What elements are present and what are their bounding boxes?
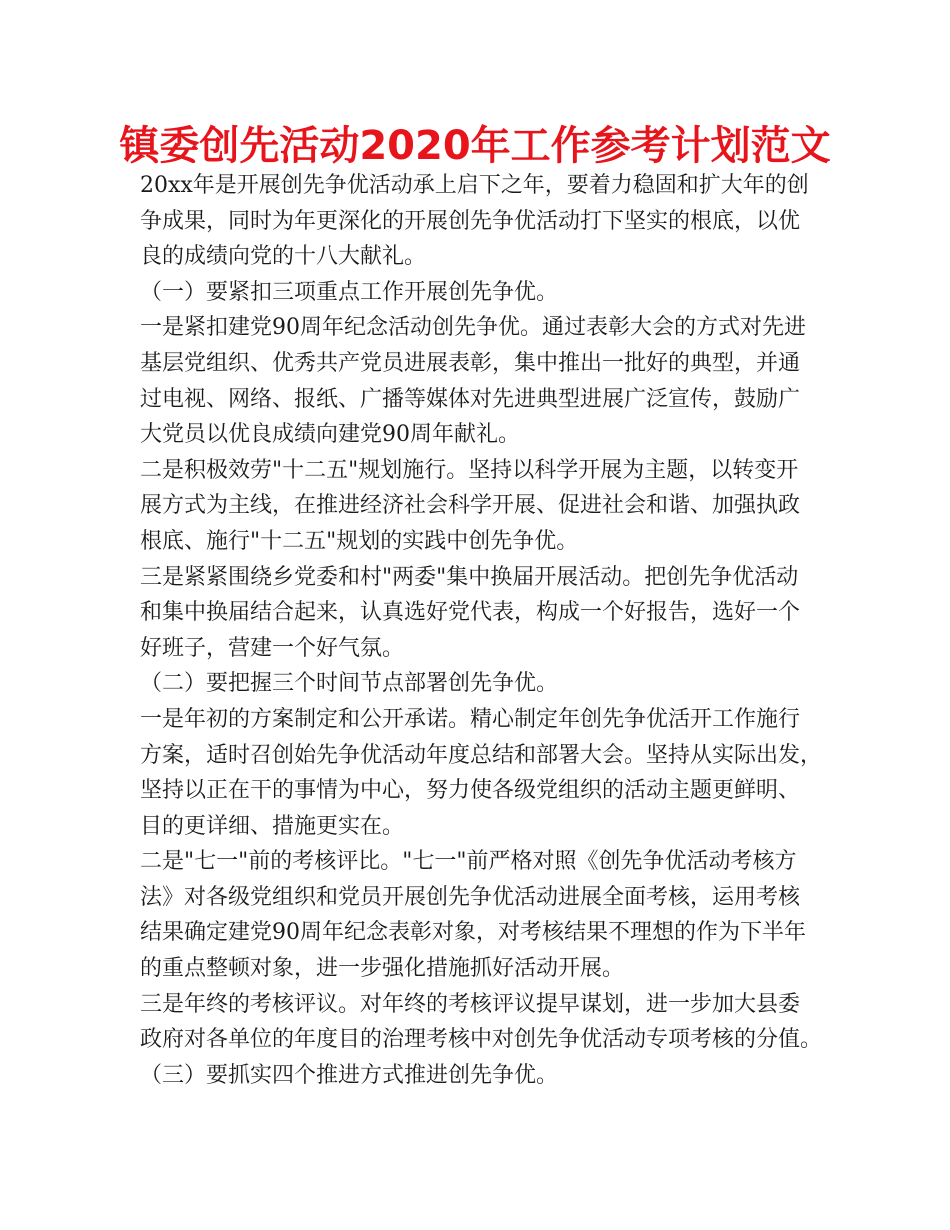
body-line: 坚持以正在干的事情为中心，努力使各级党组织的活动主题更鲜明、: [140, 778, 801, 804]
body-line: 争成果，同时为年更深化的开展创先争优活动打下坚实的根底，以优: [140, 208, 801, 234]
document-title: 镇委创先活动2020年工作参考计划范文: [119, 123, 831, 169]
body-line: 二是积极效劳"十二五"规划施行。坚持以科学开展为主题，以转变开: [140, 457, 799, 483]
body-line: 良的成绩向党的十八大献礼。: [140, 244, 427, 270]
document-body: [140, 168, 830, 1093]
body-line: 三是年终的考核评议。对年终的考核评议提早谋划，进一步加大县委: [140, 991, 801, 1017]
body-line: 过电视、网络、报纸、广播等媒体对先进典型进展广泛宣传，鼓励广: [140, 386, 801, 412]
body-line: 20xx年是开展创先争优活动承上启下之年，要着力稳固和扩大年的创: [140, 173, 809, 198]
body-line: 根底、施行"十二五"规划的实践中创先争优。: [140, 528, 579, 554]
body-line: 三是紧紧围绕乡党委和村"两委"集中换届开展活动。把创先争优活动: [140, 564, 799, 590]
body-line: 的重点整顿对象，进一步强化措施抓好活动开展。: [140, 956, 625, 982]
body-line: 和集中换届结合起来，认真选好党代表，构成一个好报告，选好一个: [140, 600, 801, 626]
body-line: 目的更详细、措施更实在。: [140, 813, 405, 839]
section-heading: （二）要把握三个时间节点部署创先争优。: [140, 671, 559, 697]
body-line: 一是年初的方案制定和公开承诺。精心制定年创先争优活开工作施行: [140, 706, 801, 732]
body-line: 好班子，营建一个好气氛。: [140, 635, 405, 661]
body-line: 结果确定建党90周年纪念表彰对象，对考核结果不理想的作为下半年: [140, 920, 806, 946]
body-line: 展方式为主线，在推进经济社会科学开展、促进社会和谐、加强执政: [140, 493, 801, 519]
body-line: 大党员以优良成绩向建党90周年献礼。: [140, 422, 520, 448]
body-line: 法》对各级党组织和党员开展创先争优活动进展全面考核，运用考核: [140, 884, 801, 910]
body-line: 二是"七一"前的考核评比。"七一"前严格对照《创先争优活动考核方: [140, 849, 797, 875]
body-line: 基层党组织、优秀共产党员进展表彰，集中推出一批好的典型，并通: [140, 350, 801, 376]
body-line: 一是紧扣建党90周年纪念活动创先争优。通过表彰大会的方式对先进: [140, 315, 806, 341]
body-line: 方案，适时召创始先争优活动年度总结和部署大会。坚持从实际出发，: [140, 742, 823, 768]
body-line: 政府对各单位的年度目的治理考核中对创先争优活动专项考核的分值。: [140, 1027, 823, 1053]
section-heading: （一）要紧扣三项重点工作开展创先争优。: [140, 279, 559, 305]
section-heading: （三）要抓实四个推进方式推进创先争优。: [140, 1062, 559, 1088]
